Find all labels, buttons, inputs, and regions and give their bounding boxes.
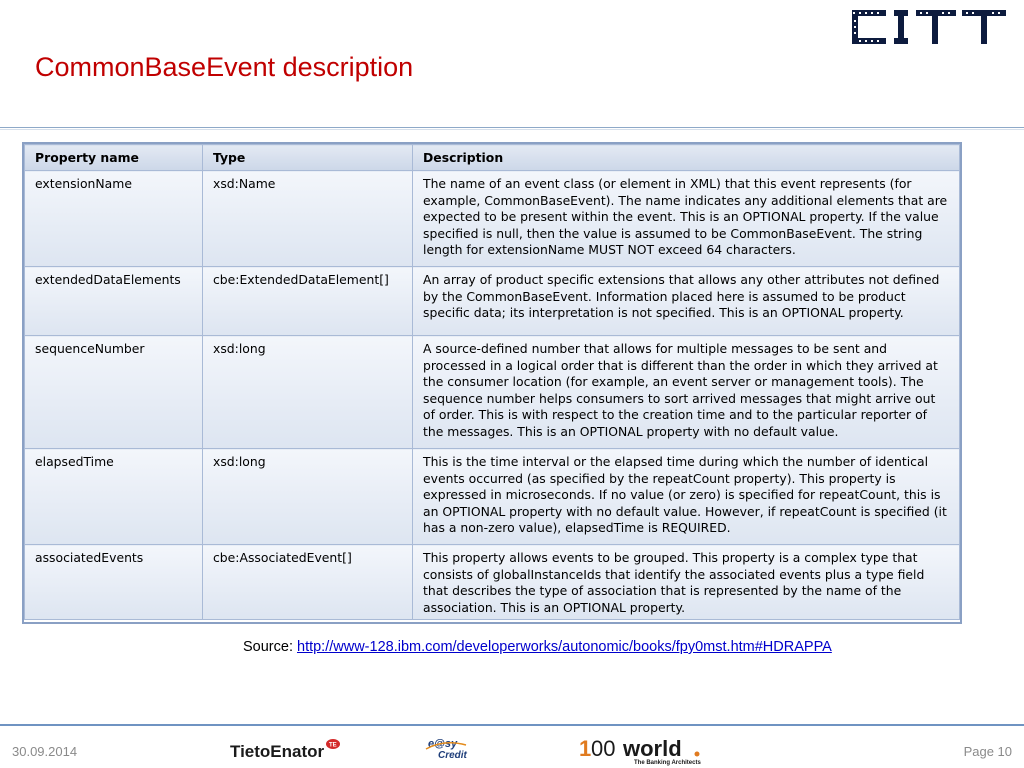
- 100world-logo-word: world: [623, 736, 682, 761]
- cell-property-name: associatedEvents: [25, 545, 203, 620]
- source-citation: [243, 639, 832, 655]
- tietoenator-logo: [228, 735, 343, 763]
- citt-logo: [850, 8, 1008, 46]
- cell-property-name: extensionName: [25, 171, 203, 267]
- cell-description: The name of an event class (or element in XML) that this event represents (for example, CommonBaseEvent). The name indicates any additional elements that are expected to be present within the event. This is an OPTIONAL property. If the value specified is null, then the value is assumed to be CommonBaseEvent. The string length for extensionName MUST NOT exceed 64 characters.: [413, 171, 960, 267]
- tietoenator-badge-text: TE: [329, 742, 337, 749]
- cell-type: cbe:ExtendedDataElement[]: [203, 267, 413, 336]
- easy-credit-logo-top: e@sy: [428, 738, 458, 750]
- header-property-name: Property name: [25, 145, 203, 171]
- cell-description: A source-defined number that allows for multiple messages to be sent and processed in a logical order that is different than the order in which they arrived at the consumer location (for example, an event server or management tools). The sequence number helps consumers to sort arrived messages that might arrive out of order. This is with respect to the creation time and to the particular reporter of the messages. This is an OPTIONAL property with no default value.: [413, 336, 960, 449]
- footer-divider: [0, 724, 1024, 726]
- table-row: [25, 449, 960, 545]
- header-description: Description: [413, 145, 960, 171]
- cell-description: This is the time interval or the elapsed time during which the number of identical events occurred (as specified by the repeatCount property). This property is expressed in microseconds. If no value (or zero) is specified for repeatCount, this is an OPTIONAL property with no default value. However, if repeatCount is specified (it has a non-zero value), elapsedTime is REQUIRED.: [413, 449, 960, 545]
- 100world-logo: [579, 732, 709, 766]
- slide-title: CommonBaseEvent description: [35, 52, 414, 82]
- cell-property-name: extendedDataElements: [25, 267, 203, 336]
- 100world-logo-zeros: 00: [591, 736, 616, 761]
- property-table: [24, 144, 960, 620]
- property-table-frame: [22, 142, 962, 624]
- cell-property-name: sequenceNumber: [25, 336, 203, 449]
- header-divider-shadow: [0, 129, 1024, 130]
- cell-description: This property allows events to be grouped. This property is a complex type that consists of globalInstanceIds that identify the associated events plus a type field that describes the type of association that is represented by the name of the association. This is an OPTIONAL property.: [413, 545, 960, 620]
- cell-type: cbe:AssociatedEvent[]: [203, 545, 413, 620]
- header-type: Type: [203, 145, 413, 171]
- cell-type: xsd:long: [203, 336, 413, 449]
- easy-credit-logo: [424, 735, 484, 763]
- table-row: [25, 545, 960, 620]
- 100world-logo-number: 1: [579, 736, 592, 761]
- table-header-row: [25, 145, 960, 171]
- cell-type: xsd:Name: [203, 171, 413, 267]
- cell-property-name: elapsedTime: [25, 449, 203, 545]
- page-number: Page 10: [963, 744, 1012, 759]
- table-row: [25, 171, 960, 267]
- tietoenator-logo-text: TietoEnator: [230, 742, 325, 761]
- cell-description: An array of product specific extensions that allows any other attributes not defined by the CommonBaseEvent. Information placed here is assumed to be product specific data; its interpretation is not specified. This is an OPTIONAL property.: [413, 267, 960, 336]
- source-link[interactable]: http://www-128.ibm.com/developerworks/autonomic/books/fpy0mst.htm#HDRAPPA: [297, 639, 832, 655]
- footer-date: 30.09.2014: [12, 744, 78, 759]
- 100world-logo-tagline: The Banking Architects: [634, 760, 701, 766]
- easy-credit-logo-bottom: Credit: [438, 750, 467, 761]
- header-divider: [0, 127, 1024, 128]
- table-row: [25, 336, 960, 449]
- cell-type: xsd:long: [203, 449, 413, 545]
- table-row: [25, 267, 960, 336]
- source-prefix: Source:: [243, 639, 297, 655]
